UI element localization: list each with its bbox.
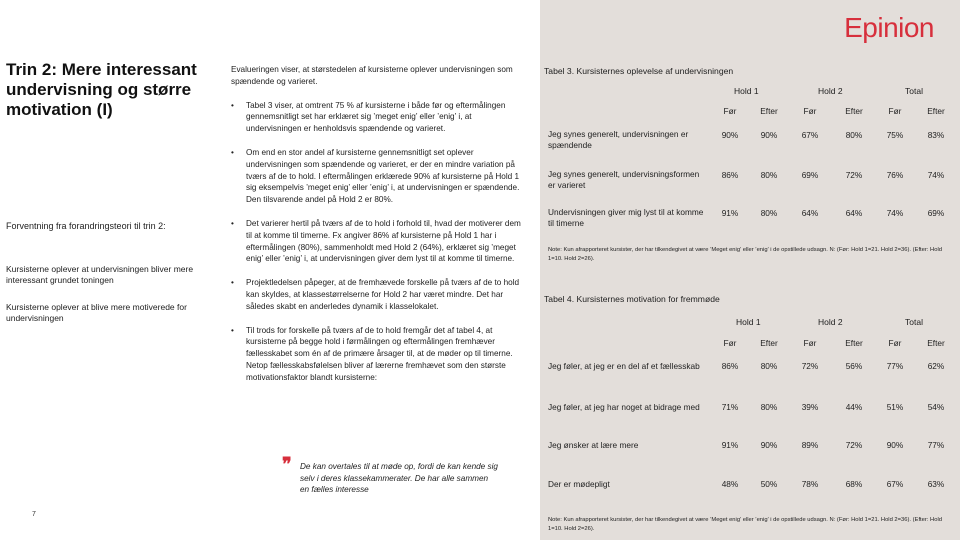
expectation-item: Kursisterne oplever at blive mere motiverede for undervisningen bbox=[6, 302, 187, 323]
table3-cell: 86% bbox=[721, 170, 739, 180]
table3-cell: 74% bbox=[927, 170, 945, 180]
bullet-item bbox=[231, 218, 527, 265]
table4-group-header: Hold 2 bbox=[818, 317, 843, 327]
table4-cell: 72% bbox=[845, 440, 863, 450]
bullet-dot-icon: • bbox=[231, 147, 234, 157]
table4-cell: 78% bbox=[801, 479, 819, 489]
table4-cell: 39% bbox=[801, 402, 819, 412]
bullet-item bbox=[231, 277, 527, 312]
table3-group-header: Total bbox=[905, 86, 923, 96]
right-panel bbox=[540, 0, 960, 540]
table3-cell: 80% bbox=[760, 208, 778, 218]
table3-cell: 90% bbox=[760, 130, 778, 140]
table3-sub-header: Før bbox=[723, 106, 737, 116]
expectation-label: Forventning fra forandringsteori til trin 2: bbox=[6, 221, 166, 231]
intro-text: Evalueringen viser, at størstedelen af kursisterne oplever undervisningen som spændende og varieret. bbox=[231, 65, 513, 86]
table4-cell: 90% bbox=[760, 440, 778, 450]
table4-sub-header: Efter bbox=[760, 338, 778, 348]
table3-cell: 91% bbox=[721, 208, 739, 218]
table3-title: Tabel 3. Kursisternes oplevelse af undervisningen bbox=[544, 66, 734, 76]
bullet-item bbox=[231, 325, 527, 384]
table4-cell: 77% bbox=[886, 361, 904, 371]
table3-row-label: Jeg synes generelt, undervisningen er spændende bbox=[548, 129, 689, 150]
table3-cell: 90% bbox=[721, 130, 739, 140]
table4-cell: 86% bbox=[721, 361, 739, 371]
bullet-text: Om end en stor andel af kursisterne gennemsnitligt set oplever undervisningen som spændende og varieret, er der en mindre variation på tværs af de to hold. I eftermålingen erklærede 90% af kursisterne på Hold 1 sig eksempelvis ’meget enig’ eller ’enig’ i, at undervisningen er spændende. Den tilsvarende andel på Hold 2 er 80%. bbox=[246, 147, 520, 205]
bullet-dot-icon: • bbox=[231, 278, 234, 288]
table4-sub-header: Efter bbox=[845, 338, 863, 348]
table3-cell: 76% bbox=[886, 170, 904, 180]
table3-cell: 74% bbox=[886, 208, 904, 218]
table3-cell: 75% bbox=[886, 130, 904, 140]
table4-cell: 56% bbox=[845, 361, 863, 371]
table4-cell: 71% bbox=[721, 402, 739, 412]
table4-group-header: Hold 1 bbox=[736, 317, 761, 327]
table3-sub-header: Efter bbox=[760, 106, 778, 116]
table4-title: Tabel 4. Kursisternes motivation for fremmøde bbox=[544, 294, 720, 304]
table3-group-header: Hold 1 bbox=[734, 86, 759, 96]
table4-sub-header: Efter bbox=[927, 338, 945, 348]
table3-cell: 80% bbox=[760, 170, 778, 180]
table3-cell: 69% bbox=[927, 208, 945, 218]
table4-sub-header: Før bbox=[803, 338, 817, 348]
table4-cell: 77% bbox=[927, 440, 945, 450]
table3-note: Note: Kun afrapporteret kursister, der har tilkendegivet at være ’Meget enig’ eller ’enig’ i de opstillede udsagn. N: (Før: Hold 1=21. Hold 2=36). (Efter: Hold 1=10. Hold 2=26). bbox=[548, 247, 942, 262]
table4-row-label: Jeg føler, at jeg er en del af et fællesskab bbox=[548, 361, 700, 371]
bullet-text: Det varierer hertil på tværs af de to hold i forhold til, hvad der motiverer dem til at komme til timerne. Fx angiver 86% af kursisterne på Hold 1 har i eftermålingen (80%), sammenholdt med Hold 2 (64%), erklæret sig ’meget enig’ eller ’enig’ i, at undervisningen giver dem lyst til at komme til timerne. bbox=[246, 218, 521, 264]
slide-title: Trin 2: Mere interessant undervisning og større motivation (I) bbox=[6, 60, 197, 119]
table4-cell: 91% bbox=[721, 440, 739, 450]
bullet-text: Projektledelsen påpeger, at de fremhævede forskelle på tværs af de to hold kan skyldes, at klassestørrelserne for Hold 2 har været mindre. Det har således skabt en anderledes dynamik i klasselokalet. bbox=[246, 278, 520, 311]
table3-sub-header: Før bbox=[888, 106, 902, 116]
epinion-logo: Epinion bbox=[844, 12, 934, 43]
table4-cell: 67% bbox=[886, 479, 904, 489]
table4-cell: 50% bbox=[760, 479, 778, 489]
body-text bbox=[231, 64, 527, 396]
table3-cell: 64% bbox=[801, 208, 819, 218]
table4-cell: 48% bbox=[721, 479, 739, 489]
bullet-text: Tabel 3 viser, at omtrent 75 % af kursisterne i både før og eftermålingen gennemsnitligt set har erklæret sig ’meget enig’ eller ’enig’ i, at undervisningen er henholdsvis spændende og varieret. bbox=[246, 100, 506, 134]
bullet-dot-icon: • bbox=[231, 218, 234, 228]
table4-cell: 63% bbox=[927, 479, 945, 489]
table4-cell: 80% bbox=[760, 402, 778, 412]
table4-cell: 51% bbox=[886, 402, 904, 412]
bullet-dot-icon: • bbox=[231, 325, 234, 335]
table3-cell: 64% bbox=[845, 208, 863, 218]
table4-cell: 62% bbox=[927, 361, 945, 371]
bullet-dot-icon: • bbox=[231, 100, 234, 110]
table4-sub-header: Før bbox=[723, 338, 737, 348]
table4-cell: 68% bbox=[845, 479, 863, 489]
bullet-text: Til trods for forskelle på tværs af de to hold fremgår det af tabel 4, at kursisterne på begge hold i førmålingen og eftermålingen fremhæver fællesskabet som én af de primære årsager til, at de møder op til timerne. Netop fællesskabsfølelsen bliver af lærerne fremhævet som den største motivationsfaktor blandt kursisterne: bbox=[246, 325, 513, 382]
table3-cell: 72% bbox=[845, 170, 863, 180]
table4-cell: 90% bbox=[886, 440, 904, 450]
expectation-item: Kursisterne oplever at undervisningen bliver mere interessant grundet toningen bbox=[6, 264, 194, 285]
table4-row-label: Der er mødepligt bbox=[548, 479, 610, 489]
table4-row-label: Jeg føler, at jeg har noget at bidrage med bbox=[548, 402, 700, 412]
quote-text: De kan overtales til at møde op, fordi de kan kende sig selv i deres klassekammerater. De har alle sammen en fælles interesse bbox=[300, 462, 498, 494]
bullet-item bbox=[231, 147, 527, 206]
table3-row-label: Jeg synes generelt, undervisningsformen er varieret bbox=[548, 169, 700, 190]
table4-cell: 44% bbox=[845, 402, 863, 412]
table4-row-label: Jeg ønsker at lære mere bbox=[548, 440, 639, 450]
quote bbox=[282, 454, 499, 496]
table4-group-header: Total bbox=[905, 317, 923, 327]
table3-cell: 69% bbox=[801, 170, 819, 180]
table4-cell: 89% bbox=[801, 440, 819, 450]
quote-icon: ❞ bbox=[282, 454, 292, 474]
table3-row-label: Undervisningen giver mig lyst til at komme til timerne bbox=[548, 207, 704, 228]
table3-sub-header: Efter bbox=[845, 106, 863, 116]
bullet-item bbox=[231, 100, 527, 135]
table3-group-header: Hold 2 bbox=[818, 86, 843, 96]
table4-cell: 54% bbox=[927, 402, 945, 412]
table3-cell: 83% bbox=[927, 130, 945, 140]
table3-cell: 80% bbox=[845, 130, 863, 140]
table3-sub-header: Efter bbox=[927, 106, 945, 116]
table4-cell: 80% bbox=[760, 361, 778, 371]
table4-note: Note: Kun afrapporteret kursister, der har tilkendegivet at være ’Meget enig’ eller ’enig’ i de opstillede udsagn. N: (Før: Hold 1=21. Hold 2=36). (Efter: Hold 1=10. Hold 2=26). bbox=[548, 517, 942, 532]
page-number: 7 bbox=[32, 511, 36, 518]
table4-sub-header: Før bbox=[888, 338, 902, 348]
table3-cell: 67% bbox=[801, 130, 819, 140]
table4-cell: 72% bbox=[801, 361, 819, 371]
table3-sub-header: Før bbox=[803, 106, 817, 116]
